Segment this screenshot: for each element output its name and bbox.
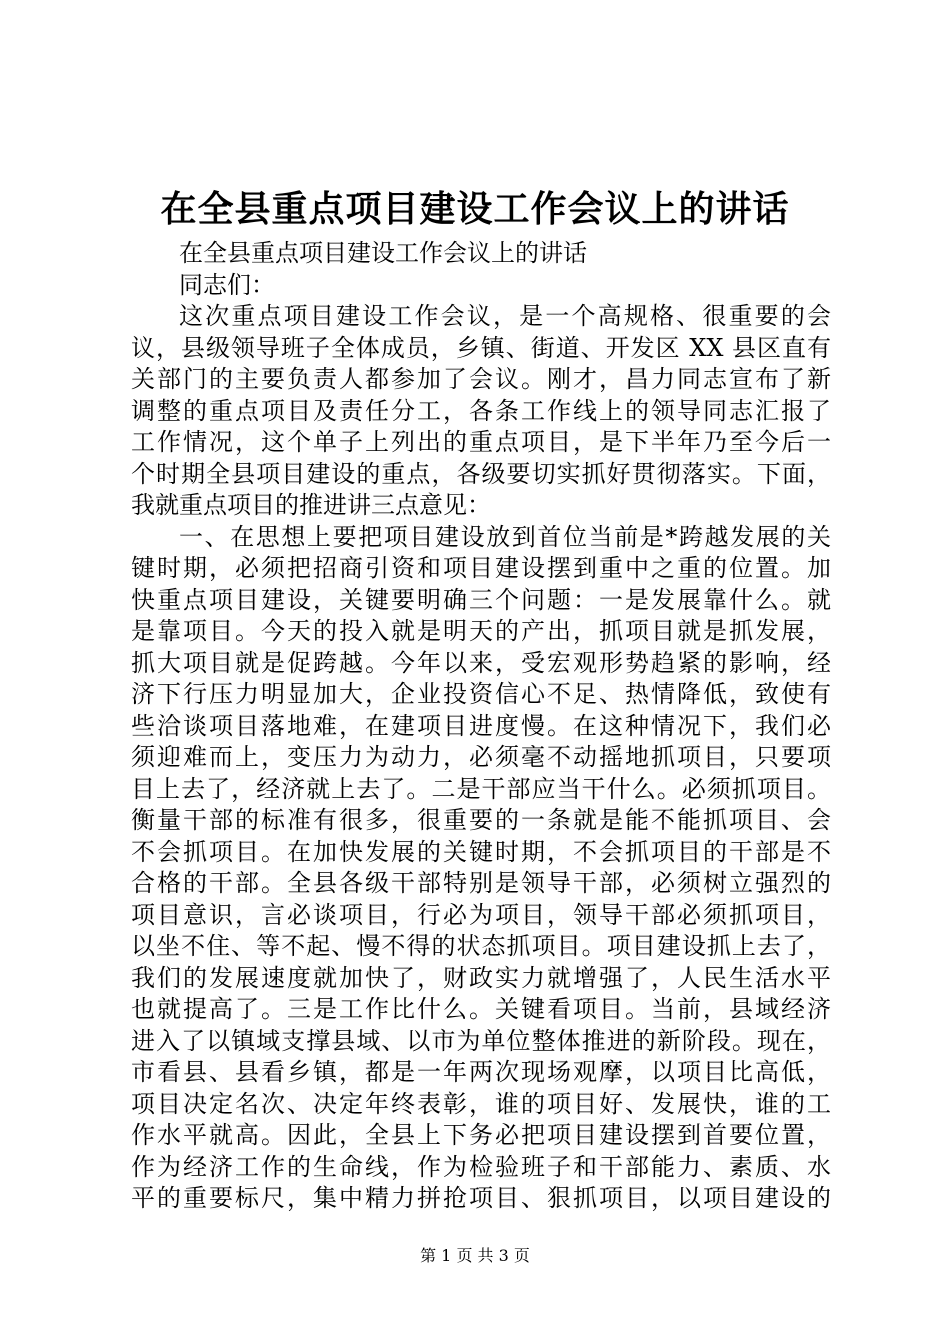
document-title: 在全县重点项目建设工作会议上的讲话 [160,188,790,230]
body-line: 不会抓项目。在加快发展的关键时期，不会抓项目的干部是不 [131,837,831,866]
body-line: 我们的发展速度就加快了，财政实力就增强了，人民生活水平 [131,963,831,992]
body-line: 快重点项目建设，关键要明确三个问题：一是发展靠什么。就 [131,585,831,614]
body-line: 调整的重点项目及责任分工，各条工作线上的领导同志汇报了 [131,396,831,425]
body-line: 关部门的主要负责人都参加了会议。刚才，昌力同志宣布了新 [131,365,831,393]
body-line: 合格的干部。全县各级干部特别是领导干部，必须树立强烈的 [131,869,831,897]
body-line: 抓大项目就是促跨越。今年以来，受宏观形势趋紧的影响，经 [131,648,831,677]
document-body [131,238,831,1215]
body-line: 同志们： [179,270,275,299]
body-line: 平的重要标尺，集中精力拼抢项目、狠抓项目，以项目建设的 [131,1184,831,1212]
body-line: 一、在思想上要把项目建设放到首位当前是*跨越发展的关 [179,522,831,551]
body-line: 我就重点项目的推进讲三点意见： [131,491,491,519]
body-line: 键时期，必须把招商引资和项目建设摆到重中之重的位置。加 [131,554,831,582]
body-line: 些洽谈项目落地难，在建项目进度慢。在这种情况下，我们必 [131,711,831,740]
body-line: 作水平就高。因此，全县上下务必把项目建设摆到首要位置， [131,1121,831,1149]
page-number-footer: 第 1 页 共 3 页 [420,1246,530,1265]
body-line: 目上去了，经济就上去了。二是干部应当干什么。必须抓项目。 [131,774,831,803]
body-line: 项目决定名次、决定年终表彰，谁的项目好、发展快，谁的工 [131,1089,831,1118]
body-line: 议，县级领导班子全体成员，乡镇、街道、开发区 XX 县区直有 [131,333,831,362]
body-line: 工作情况，这个单子上列出的重点项目，是下半年乃至今后一 [131,428,831,456]
body-line: 这次重点项目建设工作会议，是一个高规格、很重要的会 [179,302,831,330]
body-line: 济下行压力明显加大，企业投资信心不足、热情降低，致使有 [131,680,831,708]
body-line: 个时期全县项目建设的重点，各级要切实抓好贯彻落实。下面， [131,459,831,488]
body-line: 在全县重点项目建设工作会议上的讲话 [179,239,587,267]
body-line: 也就提高了。三是工作比什么。关键看项目。当前，县域经济 [131,995,831,1023]
body-line: 以坐不住、等不起、慢不得的状态抓项目。项目建设抓上去了， [131,932,831,960]
body-line: 进入了以镇域支撑县域、以市为单位整体推进的新阶段。现在， [131,1026,831,1055]
body-line: 项目意识，言必谈项目，行必为项目，领导干部必须抓项目， [131,900,831,929]
body-line: 须迎难而上，变压力为动力，必须毫不动摇地抓项目，只要项 [131,743,831,771]
body-line: 作为经济工作的生命线，作为检验班子和干部能力、素质、水 [131,1152,831,1181]
body-line: 衡量干部的标准有很多，很重要的一条就是能不能抓项目、会 [131,806,831,834]
body-line: 市看县、县看乡镇，都是一年两次现场观摩，以项目比高低， [131,1058,831,1086]
body-line: 是靠项目。今天的投入就是明天的产出，抓项目就是抓发展， [131,617,831,645]
